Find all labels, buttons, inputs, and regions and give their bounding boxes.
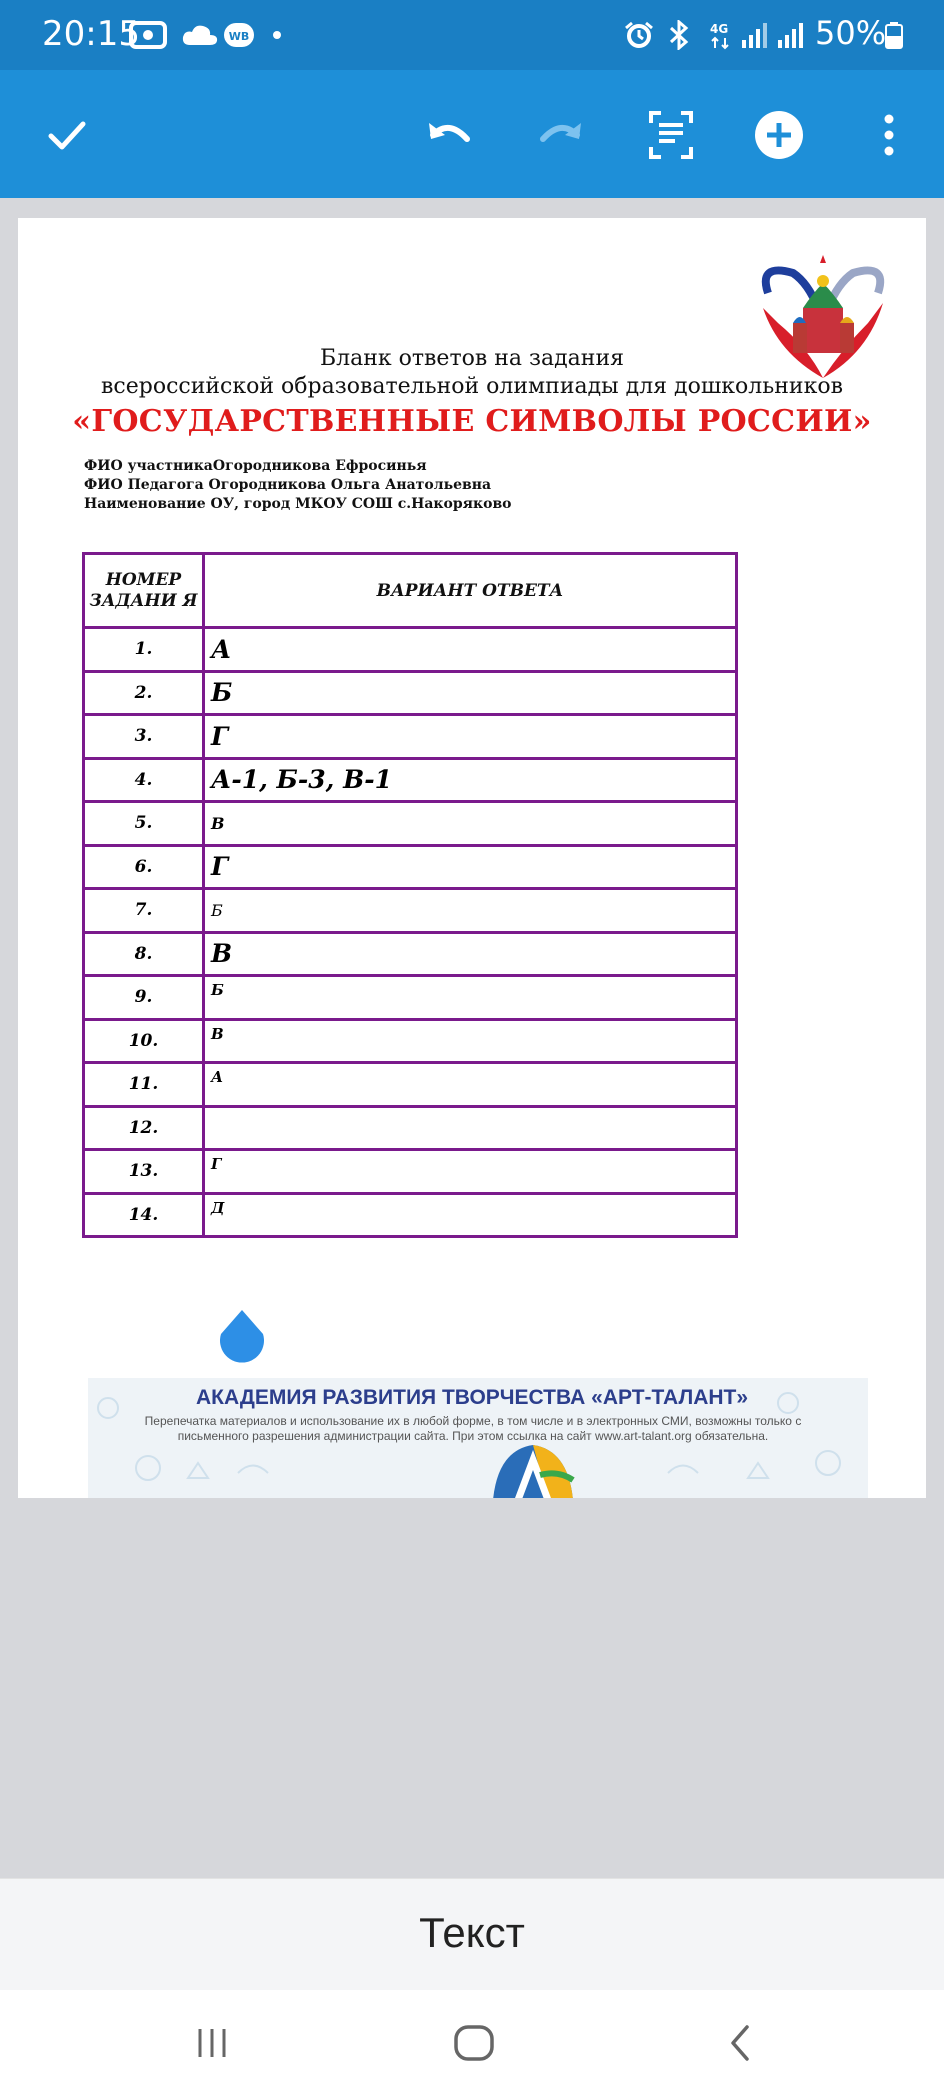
- table-row: [84, 802, 737, 846]
- battery-icon: [884, 20, 904, 50]
- svg-text:4G: 4G: [710, 22, 729, 36]
- document-page[interactable]: [18, 218, 926, 1498]
- svg-text:WB: WB: [228, 30, 250, 43]
- network-4g-icon: [708, 20, 738, 50]
- answer-cell[interactable]: [204, 1106, 737, 1150]
- header-answer: ВАРИАНТ ОТВЕТА: [204, 554, 737, 628]
- cloud-icon: [180, 20, 220, 50]
- text-cursor-handle[interactable]: [217, 1308, 267, 1366]
- task-number: 14.: [84, 1193, 204, 1237]
- document-title-line1: Бланк ответов на задания: [319, 346, 625, 371]
- plus-circle-icon: [753, 109, 805, 161]
- recents-icon: [192, 2025, 232, 2061]
- teacher-name: ФИО Педагога Огородникова Ольга Анатольевна: [84, 477, 492, 493]
- table-row: [84, 628, 737, 672]
- task-number: 9.: [84, 976, 204, 1020]
- alarm-icon: [622, 20, 656, 50]
- text-mode-label[interactable]: Текст: [419, 1909, 525, 1956]
- battery-percent: 50%: [815, 14, 887, 52]
- answer-cell[interactable]: Г: [204, 845, 737, 889]
- status-bar: [0, 0, 944, 70]
- table-row: [84, 1150, 737, 1194]
- redo-button[interactable]: [526, 100, 596, 170]
- footer-copyright-note: Перепечатка материалов и использование их в любой форме, в том числе и в электронных СМИ, возможны только с письменного разрешения администрации сайта. При этом ссылка на сайт www.art-talant.org обязательна.: [144, 1414, 802, 1443]
- table-row: [84, 1106, 737, 1150]
- table-row: [84, 1193, 737, 1237]
- task-number: 5.: [84, 802, 204, 846]
- back-button[interactable]: [710, 2018, 770, 2068]
- editor-toolbar: [0, 70, 944, 198]
- task-number: 8.: [84, 932, 204, 976]
- home-icon: [452, 2023, 496, 2063]
- table-row: [84, 1063, 737, 1107]
- footer-title: АКАДЕМИЯ РАЗВИТИЯ ТВОРЧЕСТВА «АРТ-ТАЛАНТ»: [195, 1386, 749, 1409]
- art-talant-logo: [488, 1440, 578, 1498]
- answer-cell[interactable]: А: [204, 628, 737, 672]
- participant-name: ФИО участникаОгородникова Ефросинья: [84, 458, 427, 474]
- table-row: [84, 932, 737, 976]
- signal-icon-2: [776, 20, 810, 50]
- status-time: 20:15: [42, 14, 140, 54]
- answer-cell[interactable]: Б: [204, 976, 737, 1020]
- screen-record-icon: [128, 20, 168, 50]
- answer-cell[interactable]: А: [204, 1063, 737, 1107]
- notification-dot-icon: [270, 20, 284, 50]
- task-number: 2.: [84, 671, 204, 715]
- table-row: [84, 1019, 737, 1063]
- answer-cell[interactable]: Г: [204, 1150, 737, 1194]
- task-number: 4.: [84, 758, 204, 802]
- recents-button[interactable]: [182, 2018, 242, 2068]
- answer-cell[interactable]: В: [204, 802, 737, 846]
- table-row: [84, 845, 737, 889]
- answer-cell[interactable]: Б: [204, 671, 737, 715]
- task-number: 10.: [84, 1019, 204, 1063]
- text-scan-icon: [647, 109, 695, 161]
- answer-cell[interactable]: В: [204, 1019, 737, 1063]
- table-row: [84, 671, 737, 715]
- task-number: 7.: [84, 889, 204, 933]
- undo-button[interactable]: [414, 100, 484, 170]
- answer-cell[interactable]: В: [204, 932, 737, 976]
- task-number: 12.: [84, 1106, 204, 1150]
- signal-icon-1: [740, 20, 774, 50]
- task-number: 1.: [84, 628, 204, 672]
- table-row: [84, 976, 737, 1020]
- document-title-line2: всероссийской образовательной олимпиады для дошкольников: [101, 374, 843, 399]
- school-name: Наименование ОУ, город МКОУ СОШ с.Накоряково: [84, 496, 512, 512]
- home-button[interactable]: [444, 2018, 504, 2068]
- mode-bar: [0, 1878, 944, 1990]
- undo-icon: [423, 113, 475, 157]
- more-vertical-icon: [881, 113, 897, 157]
- confirm-button[interactable]: [32, 100, 102, 170]
- task-number: 13.: [84, 1150, 204, 1194]
- bluetooth-icon: [666, 20, 692, 50]
- more-menu-button[interactable]: [854, 100, 924, 170]
- back-icon: [725, 2023, 755, 2063]
- answer-cell[interactable]: Д: [204, 1193, 737, 1237]
- table-header-row: [84, 554, 737, 628]
- redo-icon: [535, 113, 587, 157]
- table-row: [84, 758, 737, 802]
- header-task-number: НОМЕР ЗАДАНИ Я: [84, 554, 204, 628]
- task-number: 6.: [84, 845, 204, 889]
- answer-cell[interactable]: Г: [204, 715, 737, 759]
- task-number: 11.: [84, 1063, 204, 1107]
- table-row: [84, 889, 737, 933]
- table-row: [84, 715, 737, 759]
- answer-cell[interactable]: А-1, Б-3, В-1: [204, 758, 737, 802]
- answer-table: [82, 552, 738, 1238]
- answer-cell[interactable]: Б: [204, 889, 737, 933]
- task-number: 3.: [84, 715, 204, 759]
- add-button[interactable]: [744, 100, 814, 170]
- document-main-title: «ГОСУДАРСТВЕННЫЕ СИМВОЛЫ РОССИИ»: [72, 404, 872, 439]
- wb-app-icon: [222, 20, 256, 50]
- check-icon: [45, 113, 89, 157]
- text-scan-button[interactable]: [636, 100, 706, 170]
- system-nav-bar: [0, 1990, 944, 2098]
